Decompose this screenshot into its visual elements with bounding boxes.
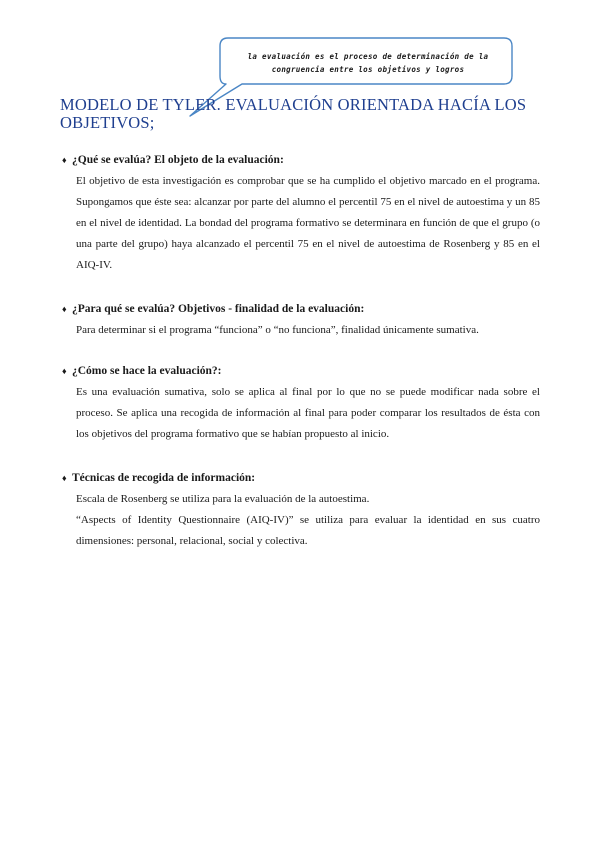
section-heading bbox=[62, 364, 540, 379]
heading-text: ¿Cómo se hace la evaluación?: bbox=[72, 365, 222, 377]
section-heading bbox=[62, 471, 540, 486]
section-objeto bbox=[62, 153, 540, 276]
diamond-bullet-icon: ♦ bbox=[62, 366, 67, 376]
section-body: Es una evaluación sumativa, solo se aplica al final por lo que no se puede modificar nada sobre el proceso. Se aplica una recogida de información al final para poder comparar los resultados de ésta con los objetivos del programa formativo que se habían propuesto al inicio. bbox=[76, 386, 540, 440]
section-body: Para determinar si el programa “funciona” o “no funciona”, finalidad únicamente sumativa. bbox=[76, 324, 479, 336]
heading-text: Técnicas de recogida de información: bbox=[72, 472, 256, 484]
section-heading bbox=[62, 153, 540, 168]
section-heading bbox=[62, 302, 540, 317]
heading-text: ¿Para qué se evalúa? Objetivos - finalidad de la evaluación: bbox=[72, 303, 365, 315]
callout-line-1: la evaluación es el proceso de determinación de la bbox=[247, 52, 489, 61]
heading-text: ¿Qué se evalúa? El objeto de la evaluación: bbox=[72, 154, 284, 166]
diamond-bullet-icon: ♦ bbox=[62, 473, 67, 483]
section-body: El objetivo de esta investigación es comprobar que se ha cumplido el objetivo marcado en el programa. Supongamos que éste sea: alcanzar por parte del alumno el percentil 75 en el nivel de autoestima y un 85 en el nivel de identidad. La bondad del programa formativo se determinara en función de que el grupo (o una parte del grupo) haya alcanzado el percentil 75 en el nivel de autoestima de Rosenberg y 85 en el AIQ-IV. bbox=[76, 175, 540, 271]
diamond-bullet-icon: ♦ bbox=[62, 304, 67, 314]
callout-line-2: congruencia entre los objetivos y logros bbox=[271, 65, 465, 74]
technique-aiq: “Aspects of Identity Questionnaire (AIQ-IV)” se utiliza para evaluar la identidad en sus cuatro dimensiones: personal, relacional, social y colectiva. bbox=[76, 514, 540, 547]
section-finalidad bbox=[62, 302, 540, 341]
callout-text bbox=[228, 50, 508, 76]
section-como bbox=[62, 364, 540, 445]
callout-bubble bbox=[220, 34, 512, 82]
technique-rosenberg: Escala de Rosenberg se utiliza para la evaluación de la autoestima. bbox=[76, 493, 370, 505]
page-title: MODELO DE TYLER. EVALUACIÓN ORIENTADA HACÍA LOS OBJETIVOS; bbox=[60, 95, 527, 132]
section-tecnicas bbox=[62, 471, 540, 552]
diamond-bullet-icon: ♦ bbox=[62, 155, 67, 165]
